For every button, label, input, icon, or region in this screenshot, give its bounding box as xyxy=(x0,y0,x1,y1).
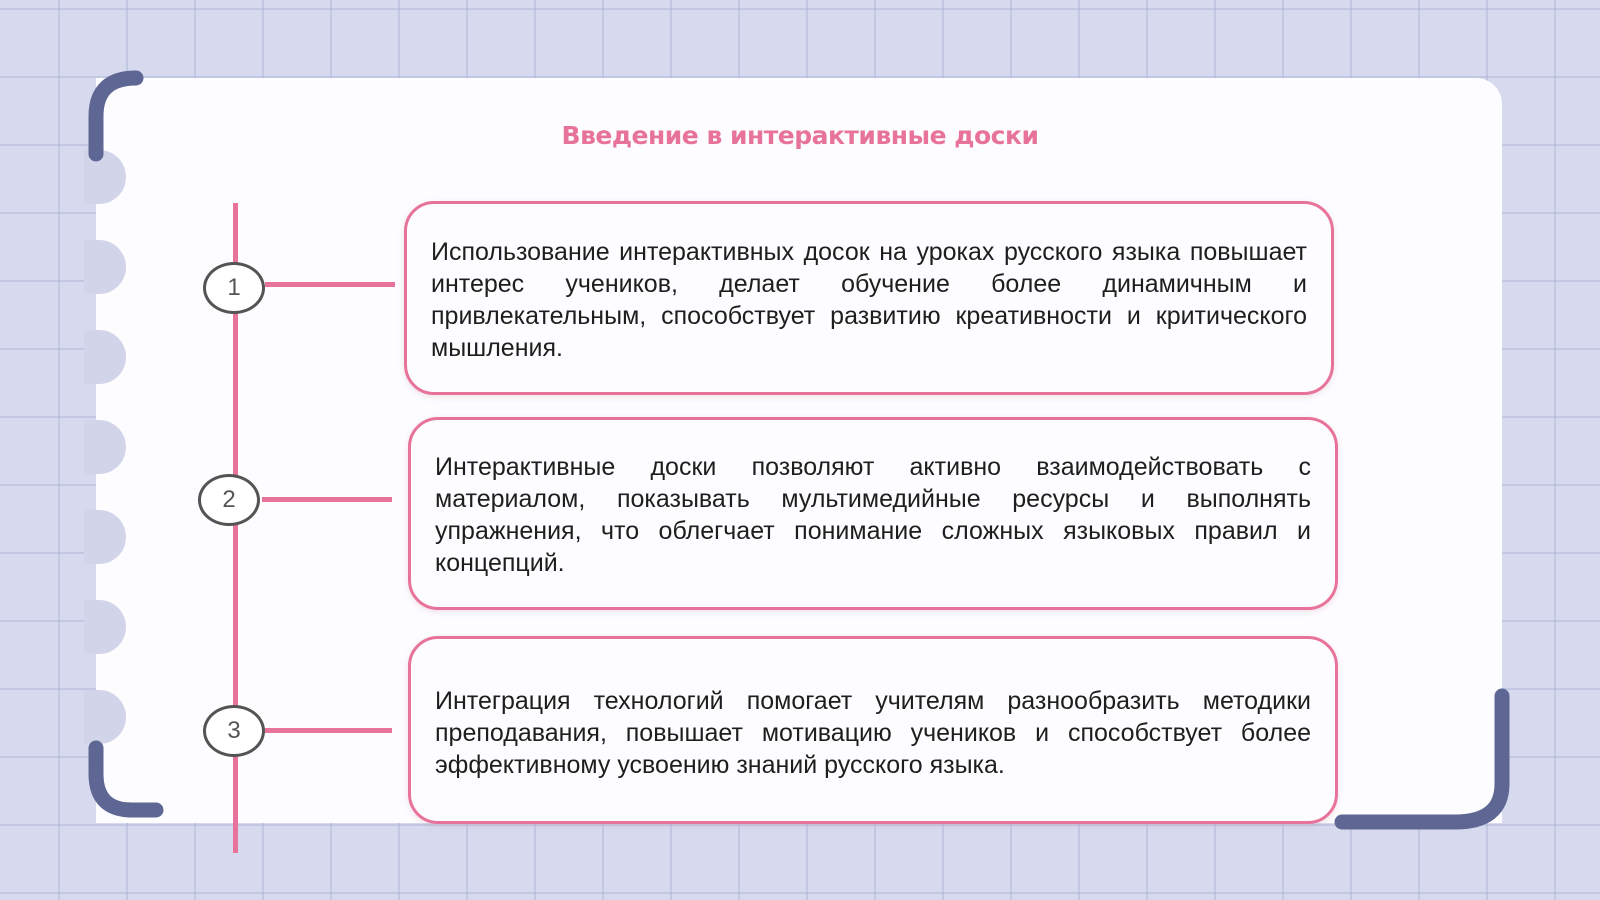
corner-bracket-bottom-right-icon xyxy=(1330,684,1510,834)
info-box-1 xyxy=(404,201,1334,395)
slide-title: Введение в интерактивные доски xyxy=(561,121,1039,150)
connector-line-1 xyxy=(265,282,395,287)
step-number-2: 2 xyxy=(222,486,236,513)
step-number-1: 1 xyxy=(227,274,241,301)
step-node-2 xyxy=(198,474,260,526)
connector-line-2 xyxy=(262,497,392,502)
step-number-3: 3 xyxy=(227,717,241,744)
info-text-2: Интерактивные доски позволяют активно взаимодействовать с материалом, показывать мультимедийные ресурсы и выполнять упражнения, что облегчает понимание сложных языковых правил и концепций. xyxy=(435,453,1311,577)
info-text-1: Использование интерактивных досок на уроках русского языка повышает интерес учеников, делает обучение более динамичным и привлекательным, способствует развитию креативности и критического мышления. xyxy=(431,238,1307,362)
step-node-1 xyxy=(203,262,265,314)
info-box-3 xyxy=(408,636,1338,824)
info-text-3: Интеграция технологий помогает учителям разнообразить методики преподавания, повышает мотивацию учеников и способствует более эффективному усвоению знаний русского языка. xyxy=(435,687,1311,779)
corner-bracket-bottom-left-icon xyxy=(84,738,184,828)
corner-bracket-top-left-icon xyxy=(84,66,154,166)
step-node-3 xyxy=(203,705,265,757)
info-box-2 xyxy=(408,417,1338,610)
connector-line-3 xyxy=(265,728,392,733)
